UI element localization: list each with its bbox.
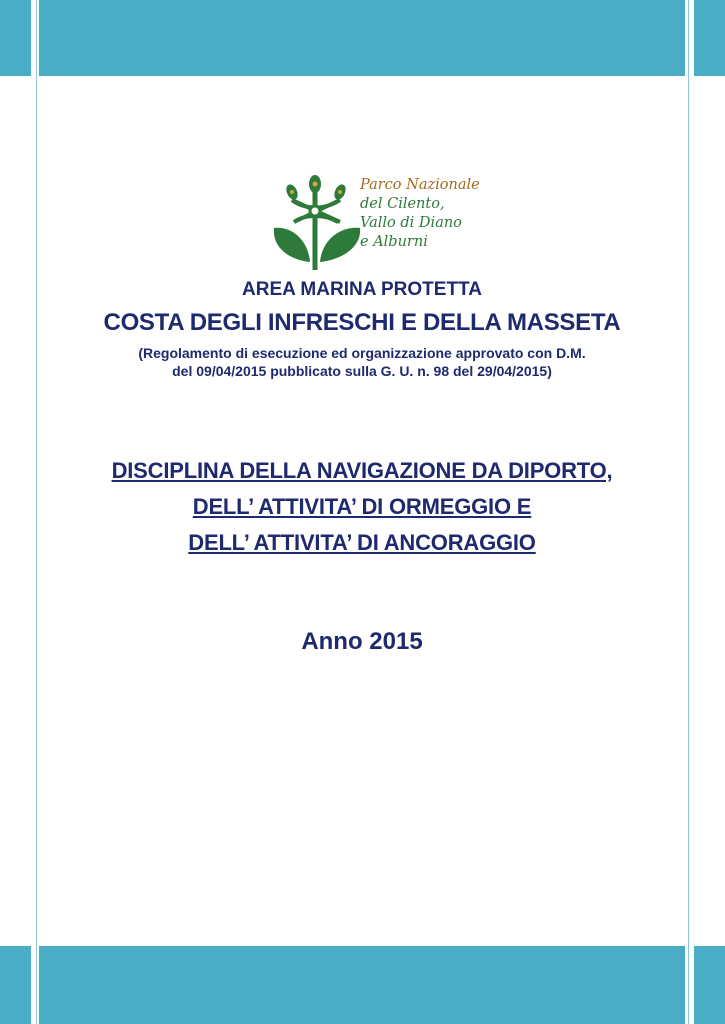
title-line-3: DELL’ ATTIVITA’ DI ANCORAGGIO bbox=[188, 530, 536, 555]
frame-corner-bottom-left bbox=[0, 946, 31, 1024]
frame-corner-top-left bbox=[0, 0, 31, 76]
logo-line-1: Parco Nazionale bbox=[360, 177, 480, 193]
logo-line-2: del Cilento, bbox=[360, 196, 445, 212]
logo-line-3: Vallo di Diano bbox=[360, 215, 462, 231]
frame-corner-top-right bbox=[694, 0, 725, 76]
flower-emblem-icon bbox=[270, 170, 365, 275]
park-logo-text bbox=[360, 176, 480, 252]
park-logo bbox=[270, 170, 480, 275]
frame-left-rule bbox=[36, 0, 37, 1024]
regolamento-note bbox=[39, 344, 685, 380]
regolamento-line-1: (Regolamento di esecuzione ed organizzazione approvato con D.M. bbox=[138, 345, 586, 361]
regolamento-line-2: del 09/04/2015 pubblicato sulla G. U. n. 98 del 29/04/2015) bbox=[172, 363, 552, 379]
logo-line-4: e Alburni bbox=[360, 234, 428, 250]
costa-heading: COSTA DEGLI INFRESCHI E DELLA MASSETA bbox=[103, 309, 621, 336]
frame-bottom-bar bbox=[39, 946, 685, 1024]
frame-top-bar bbox=[39, 0, 685, 76]
frame-right-rule bbox=[688, 0, 689, 1024]
area-marina-heading: AREA MARINA PROTETTA bbox=[242, 279, 482, 300]
document-title bbox=[39, 453, 685, 561]
year-label: Anno 2015 bbox=[301, 628, 423, 655]
title-line-2: DELL’ ATTIVITA’ DI ORMEGGIO E bbox=[192, 494, 532, 519]
title-line-1: DISCIPLINA DELLA NAVIGAZIONE DA DIPORTO, bbox=[111, 458, 613, 483]
frame-corner-bottom-right bbox=[694, 946, 725, 1024]
